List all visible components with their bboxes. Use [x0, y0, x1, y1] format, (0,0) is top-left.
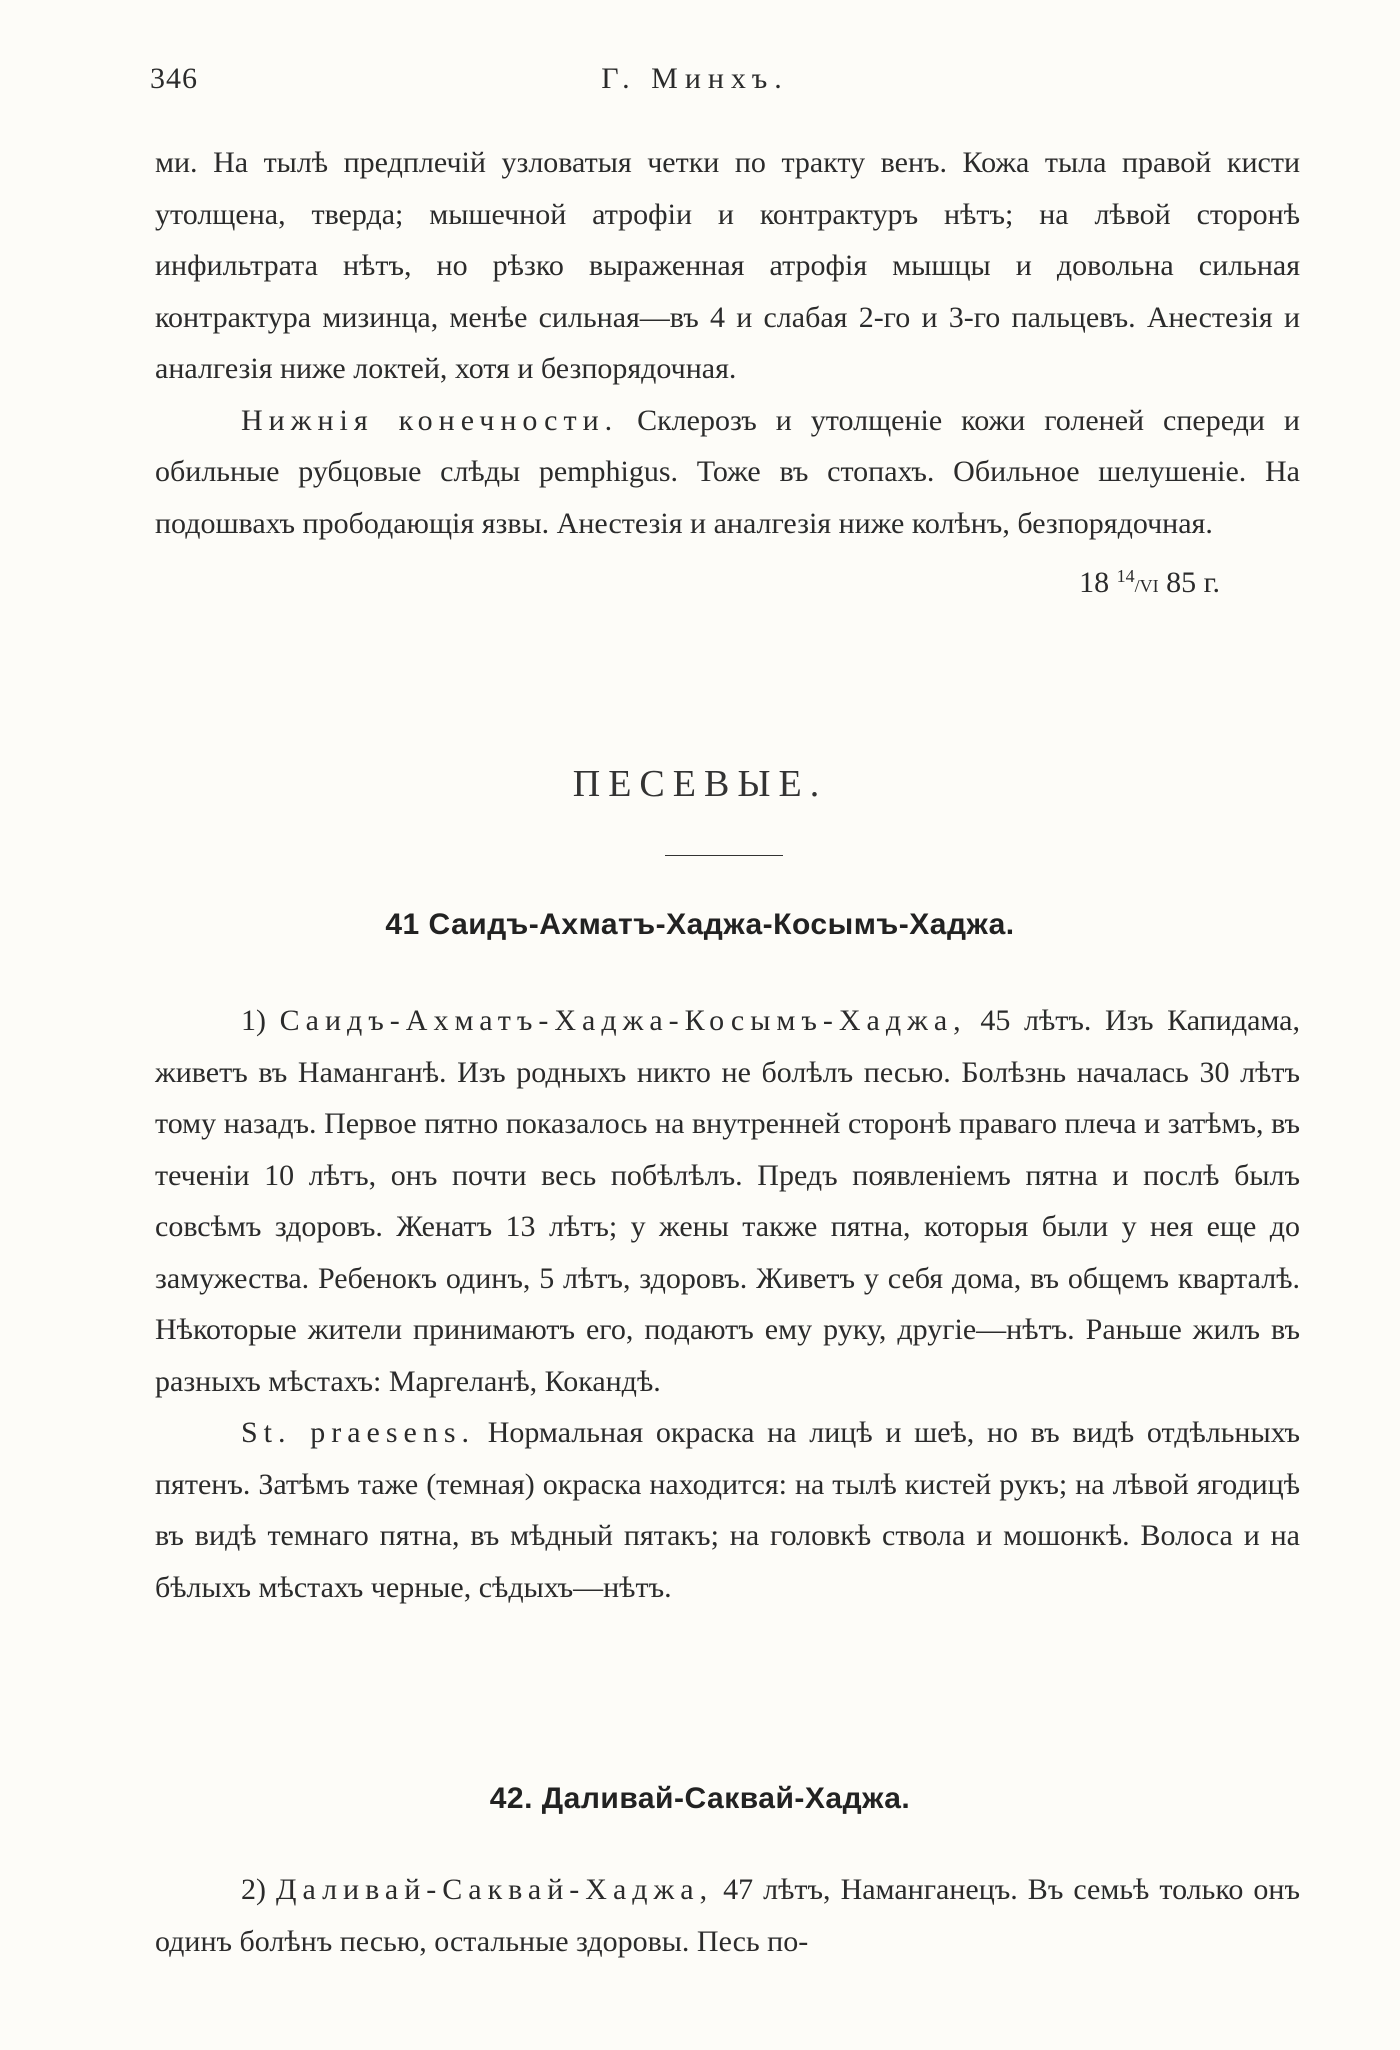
paragraph-continuation: ми. На тылѣ предплечій узловатыя четки по тракту венъ. Кожа тыла правой кисти утолщена, тверда; мышечной атрофіи и контрактуръ нѣтъ; на лѣвой сторонѣ инфильтрата нѣтъ, но рѣзко выраженная атрофія мышцы и довольна сильная контрактура мизинца, менѣе сильная—въ 4 и слабая 2-го и 3-го пальцевъ. Анестезія и аналгезія ниже локтей, хотя и безпорядочная. [155, 146, 1300, 385]
date-line [155, 551, 1300, 613]
date-month: /VI [1134, 576, 1159, 596]
paragraph-text: Нормальная окраска на лицѣ и шеѣ, но въ видѣ отдѣльныхъ пятенъ. Затѣмъ таже (темная) окраска находится: на тылѣ кистей рукъ; на лѣвой ягодицѣ въ видѣ темнаго пятна, въ мѣдный пятакъ; на головкѣ ствола и мошонкѣ. Волоса и на бѣлыхъ мѣстахъ черные, сѣдыхъ—нѣтъ. [155, 1416, 1300, 1604]
entry-42-text [155, 1864, 1300, 1967]
entry-41-text [155, 995, 1300, 1613]
running-head-author: Г. Минхъ. [601, 62, 789, 95]
spaced-name: Даливай-Саквай-Хаджа, [276, 1873, 714, 1906]
spaced-name: Саидъ-Ахматъ-Хаджа-Косымъ-Хаджа, [279, 1004, 967, 1037]
date-tail: 85 г. [1166, 566, 1220, 599]
date-day: 14 [1116, 566, 1135, 586]
entry-42-paragraph-1 [155, 1864, 1300, 1967]
entry-number: 1) [241, 1004, 280, 1037]
entry-41-paragraph-1 [155, 995, 1300, 1407]
date-year-prefix: 18 [1079, 566, 1110, 599]
entry-number: 2) [241, 1873, 277, 1906]
spaced-heading: St. praesens. [241, 1416, 476, 1449]
page-number: 346 [150, 62, 198, 95]
paragraph-lower-limbs [155, 395, 1300, 550]
section-title: ПЕСЕВЫЕ. [572, 763, 828, 805]
spaced-heading: Нижнія конечности. [241, 403, 619, 437]
entry-42-title: 42. Даливай-Саквай-Хаджа. [489, 1782, 911, 1815]
page-header [150, 62, 1240, 102]
entry-41-paragraph-2 [155, 1407, 1300, 1613]
entry-41-title: 41 Саидъ-Ахматъ-Хаджа-Косымъ-Хаджа. [385, 908, 1015, 941]
paragraph-text: 47 лѣтъ, Наманганецъ. Въ семьѣ только онъ одинъ болѣнъ песью, остальные здоровы. Песь по- [155, 1873, 1300, 1958]
paragraph-text: Склерозъ и утолщеніе кожи голеней спереди и обильные рубцовые слѣды pemphigus. Тоже въ стопахъ. Обильное шелушеніе. На подошвахъ прободающія язвы. Анестезія и аналгезія ниже колѣнъ, безпорядочная. [155, 403, 1300, 540]
top-text-block [155, 137, 1300, 613]
paragraph-text: 45 лѣтъ. Изъ Капидама, живетъ въ Наманганѣ. Изъ родныхъ никто не болѣлъ песью. Болѣзнь началась 30 лѣтъ тому назадъ. Первое пятно показалось на внутренней сторонѣ праваго плеча и затѣмъ, въ теченіи 10 лѣтъ, онъ почти весь побѣлѣлъ. Предъ появленіемъ пятна и послѣ былъ совсѣмъ здоровъ. Женатъ 13 лѣтъ; у жены также пятна, которыя были у нея еще до замужества. Ребенокъ одинъ, 5 лѣтъ, здоровъ. Живетъ у себя дома, въ общемъ кварталѣ. Нѣкоторые жители принимаютъ его, подаютъ ему руку, другіе—нѣтъ. Раньше жилъ въ разныхъ мѣстахъ: Маргеланѣ, Кокандѣ. [155, 1004, 1300, 1398]
divider-rule [665, 855, 783, 856]
